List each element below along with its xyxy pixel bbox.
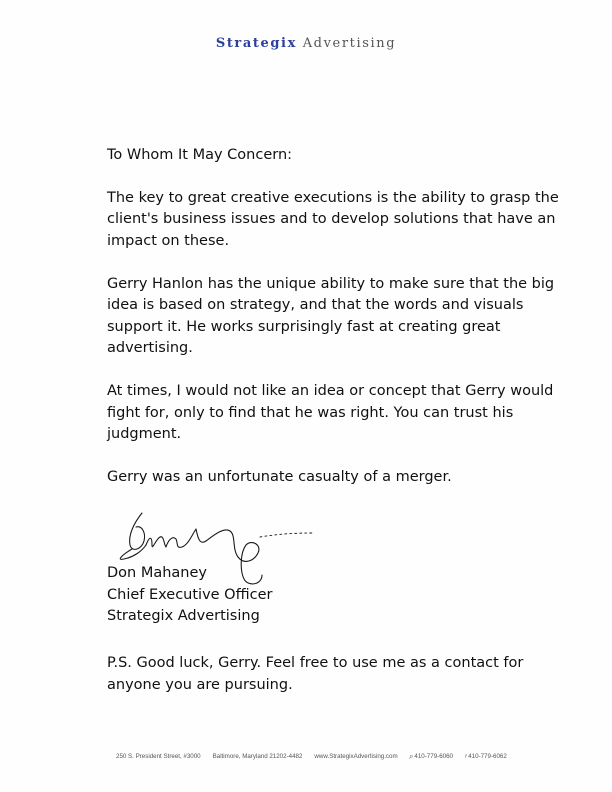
signer-company: Strategix Advertising (107, 608, 260, 624)
letter-paragraph-2: Gerry Hanlon has the unique ability to make sure that the big idea is based on strategy, and that the words and visuals support it. He works surprisingly fast at creating great advertising. (107, 275, 555, 356)
letterhead-footer (116, 753, 536, 760)
postscript-text: P.S. Good luck, Gerry. Feel free to use me as a contact for anyone you are pursuing. (107, 655, 524, 693)
phone-number: 410-779-6060 (414, 753, 453, 760)
footer-fax (465, 753, 507, 760)
fax-number: 410-779-6062 (468, 753, 507, 760)
footer-phone (410, 753, 453, 760)
letter-paragraph-1: The key to great creative executions is the ability to grasp the client's business issues and to develop solutions that have an impact on these. (107, 189, 559, 249)
signer-title: Chief Executive Officer (107, 586, 273, 603)
letterhead-logo (0, 36, 612, 51)
signature-block (107, 563, 272, 628)
phone-prefix: p (409, 754, 413, 760)
brand-name-advertising: Advertising (302, 36, 397, 51)
signer-name: Don Mahaney (107, 565, 207, 581)
footer-website: www.StrategixAdvertising.com (314, 753, 398, 760)
brand-name-strategix: Strategix (215, 36, 297, 51)
postscript (107, 653, 577, 696)
footer-address: 250 S. President Street, #3000 (116, 753, 201, 760)
letter-body (107, 145, 577, 510)
fax-prefix: f (464, 754, 467, 760)
letter-paragraph-4: Gerry was an unfortunate casualty of a merger. (107, 469, 452, 485)
footer-city: Baltimore, Maryland 21202-4482 (212, 753, 303, 760)
letter-paragraph-3: At times, I would not like an idea or concept that Gerry would fight for, only to find that he was right. You can trust his judgment. (107, 383, 554, 442)
letter-greeting: To Whom It May Concern: (107, 147, 293, 163)
